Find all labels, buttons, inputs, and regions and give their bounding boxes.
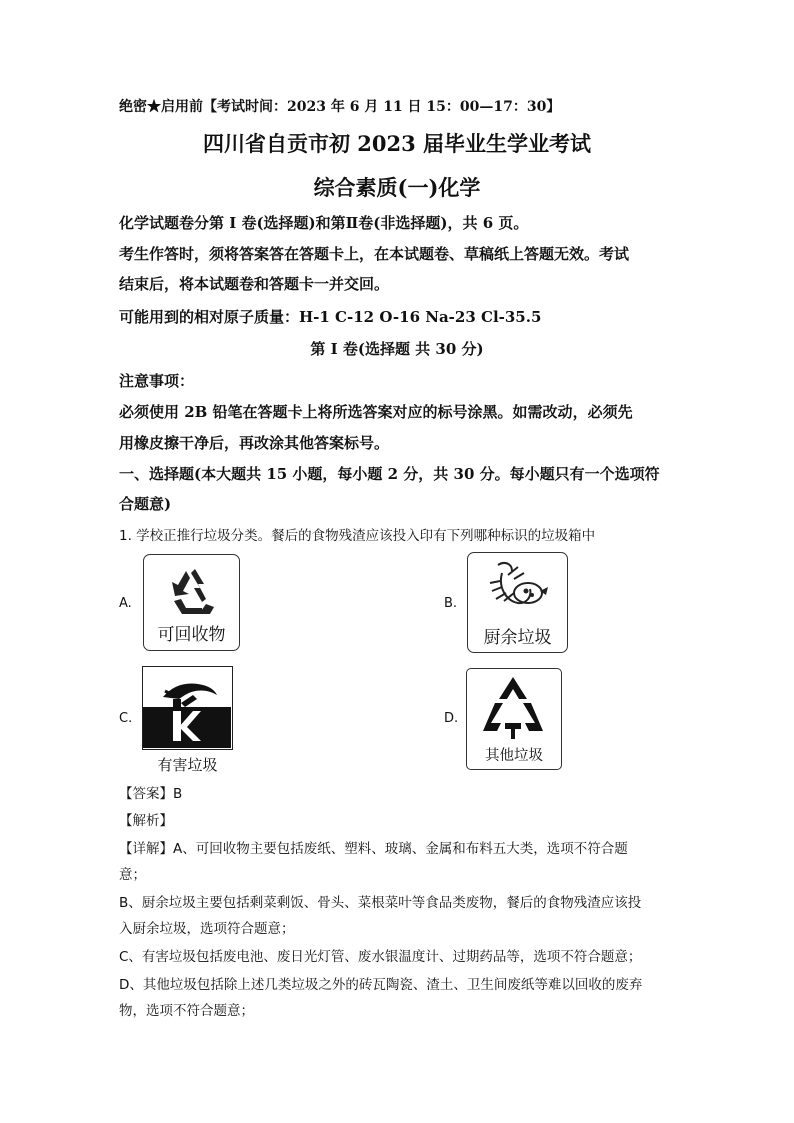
exam-time-header: 绝密★启用前【考试时间：2023 年 6 月 11 日 15：00—17：30】 [119,99,561,115]
section-heading: 第 I 卷(选择题 共 30 分) [310,340,484,358]
option-a-label: 可回收物 [157,625,226,645]
option-b-label: 厨余垃圾 [483,628,552,648]
intro-paragraph-1: 化学试题卷分第 I 卷(选择题)和第Ⅱ卷(非选择题)，共 6 页。 [119,214,529,232]
intro-paragraph-2b: 结束后，将本试题卷和答题卡一并交回。 [119,275,390,293]
detail-1a: 【详解】A、可回收物主要包括废纸、塑料、玻璃、金属和布料五大类，选项不符合题 [119,841,628,857]
hazardous-waste-icon [143,667,231,748]
page-subtitle: 综合素质(一)化学 [313,175,481,200]
other-waste-icon [467,673,560,745]
answer-line: 【答案】B [119,786,183,802]
detail-2b: 入厨余垃圾，选项符合题意； [119,921,295,937]
question-stem: 1. 学校正推行垃圾分类。餐后的食物残渣应该投入印有下列哪种标识的垃圾箱中 [119,528,596,544]
food-waste-icon [468,557,566,623]
option-b-letter: B. [444,596,458,611]
analysis-heading: 【解析】 [119,813,173,829]
notes-line-2: 用橡皮擦干净后，再改涂其他答案标号。 [119,434,390,452]
option-a-letter: A. [119,596,132,611]
option-d-sign [466,668,562,770]
detail-4a: D、其他垃圾包括除上述几类垃圾之外的砖瓦陶瓷、渣土、卫生间废纸等难以回收的废弃 [119,977,643,993]
recycle-icon [144,561,238,623]
option-a-sign [143,554,240,651]
part-heading-1: 一、选择题(本大题共 15 小题，每小题 2 分，共 30 分。每小题只有一个选项符 [119,465,660,483]
part-heading-2: 合题意) [119,495,172,513]
atomic-masses: 可能用到的相对原子质量：H-1 C-12 O-16 Na-23 Cl-35.5 [119,308,542,326]
option-c-letter: C. [119,711,133,726]
option-d-label: 其他垃圾 [485,748,543,764]
intro-paragraph-2a: 考生作答时，须将答案答在答题卡上，在本试题卷、草稿纸上答题无效。考试 [119,245,630,263]
detail-2a: B、厨余垃圾主要包括剩菜剩饭、骨头、菜根菜叶等食品类废物，餐后的食物残渣应该投 [119,895,642,911]
option-c-label: 有害垃圾 [157,756,218,774]
detail-3: C、有害垃圾包括废电池、废日光灯管、废水银温度计、过期药品等，选项不符合题意； [119,949,642,965]
notes-line-1: 必须使用 2B 铅笔在答题卡上将所选答案对应的标号涂黑。如需改动，必须先 [119,403,633,421]
detail-4b: 物，选项不符合题意； [119,1003,254,1019]
option-b-sign [467,552,568,653]
notes-heading: 注意事项： [119,372,195,390]
option-c-sign [142,666,233,750]
detail-1b: 意； [119,867,146,883]
option-d-letter: D. [444,711,459,726]
page-title: 四川省自贡市初 2023 届毕业生学业考试 [202,131,592,156]
